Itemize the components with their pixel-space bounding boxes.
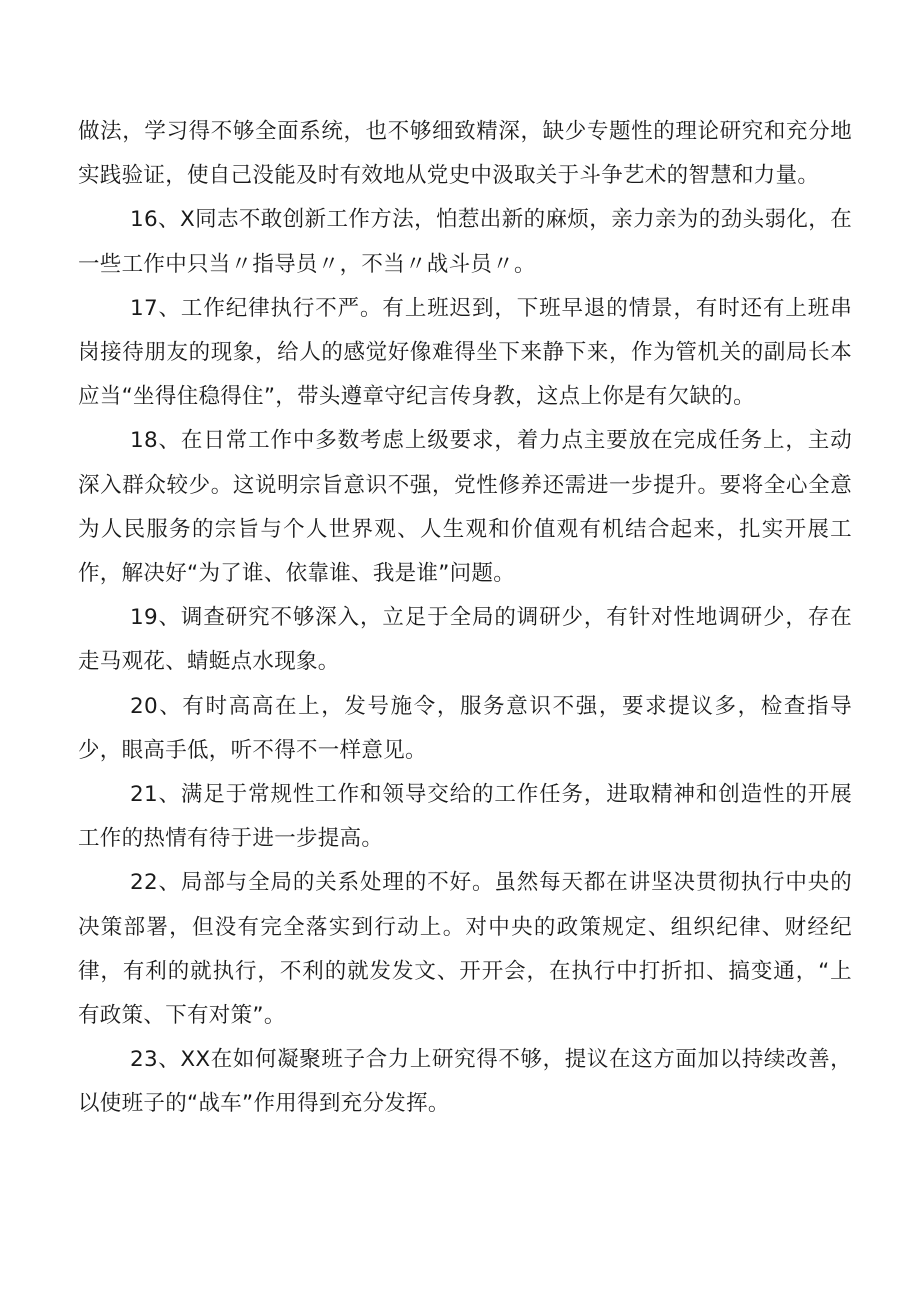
document-body bbox=[78, 110, 852, 1127]
paragraph-item-19: 19、调查研究不够深入，立足于全局的调研少，有针对性地调研少，存在走马观花、蜻蜓点水现象。 bbox=[78, 605, 852, 675]
paragraph-item-22: 22、局部与全局的关系处理的不好。虽然每天都在讲坚决贯彻执行中央的决策部署，但没有完全落实到行动上。对中央的政策规定、组织纪律、财经纪律，有利的就执行，不利的就发发文、开开会，在执行中打折扣、搞变通，“上有政策、下有对策”。 bbox=[78, 870, 852, 1029]
paragraph-item-18: 18、在日常工作中多数考虑上级要求，着力点主要放在完成任务上，主动深入群众较少。这说明宗旨意识不强，党性修养还需进一步提升。要将全心全意为人民服务的宗旨与个人世界观、人生观和价值观有机结合起来，扎实开展工作，解决好“为了谁、依靠谁、我是谁”问题。 bbox=[78, 428, 852, 587]
paragraph-item-20: 20、有时高高在上，发号施令，服务意识不强，要求提议多，检查指导少，眼高手低，听不得不一样意见。 bbox=[78, 693, 852, 763]
paragraph-item-17: 17、工作纪律执行不严。有上班迟到，下班早退的情景，有时还有上班串岗接待朋友的现象，给人的感觉好像难得坐下来静下来，作为管机关的副局长本应当“坐得住稳得住”，带头遵章守纪言传身教，这点上你是有欠缺的。 bbox=[78, 295, 852, 410]
paragraph-item-21: 21、满足于常规性工作和领导交给的工作任务，进取精神和创造性的开展工作的热情有待于进一步提高。 bbox=[78, 782, 852, 852]
paragraph-continuation: 做法，学习得不够全面系统，也不够细致精深，缺少专题性的理论研究和充分地实践验证，使自己没能及时有效地从党史中汲取关于斗争艺术的智慧和力量。 bbox=[78, 119, 852, 189]
paragraph-item-16: 16、X同志不敢创新工作方法，怕惹出新的麻烦，亲力亲为的劲头弱化，在一些工作中只当〃指导员〃，不当〃战斗员〃。 bbox=[78, 207, 852, 277]
paragraph-item-23: 23、XX在如何凝聚班子合力上研究得不够，提议在这方面加以持续改善，以使班子的“战车”作用得到充分发挥。 bbox=[78, 1047, 852, 1117]
